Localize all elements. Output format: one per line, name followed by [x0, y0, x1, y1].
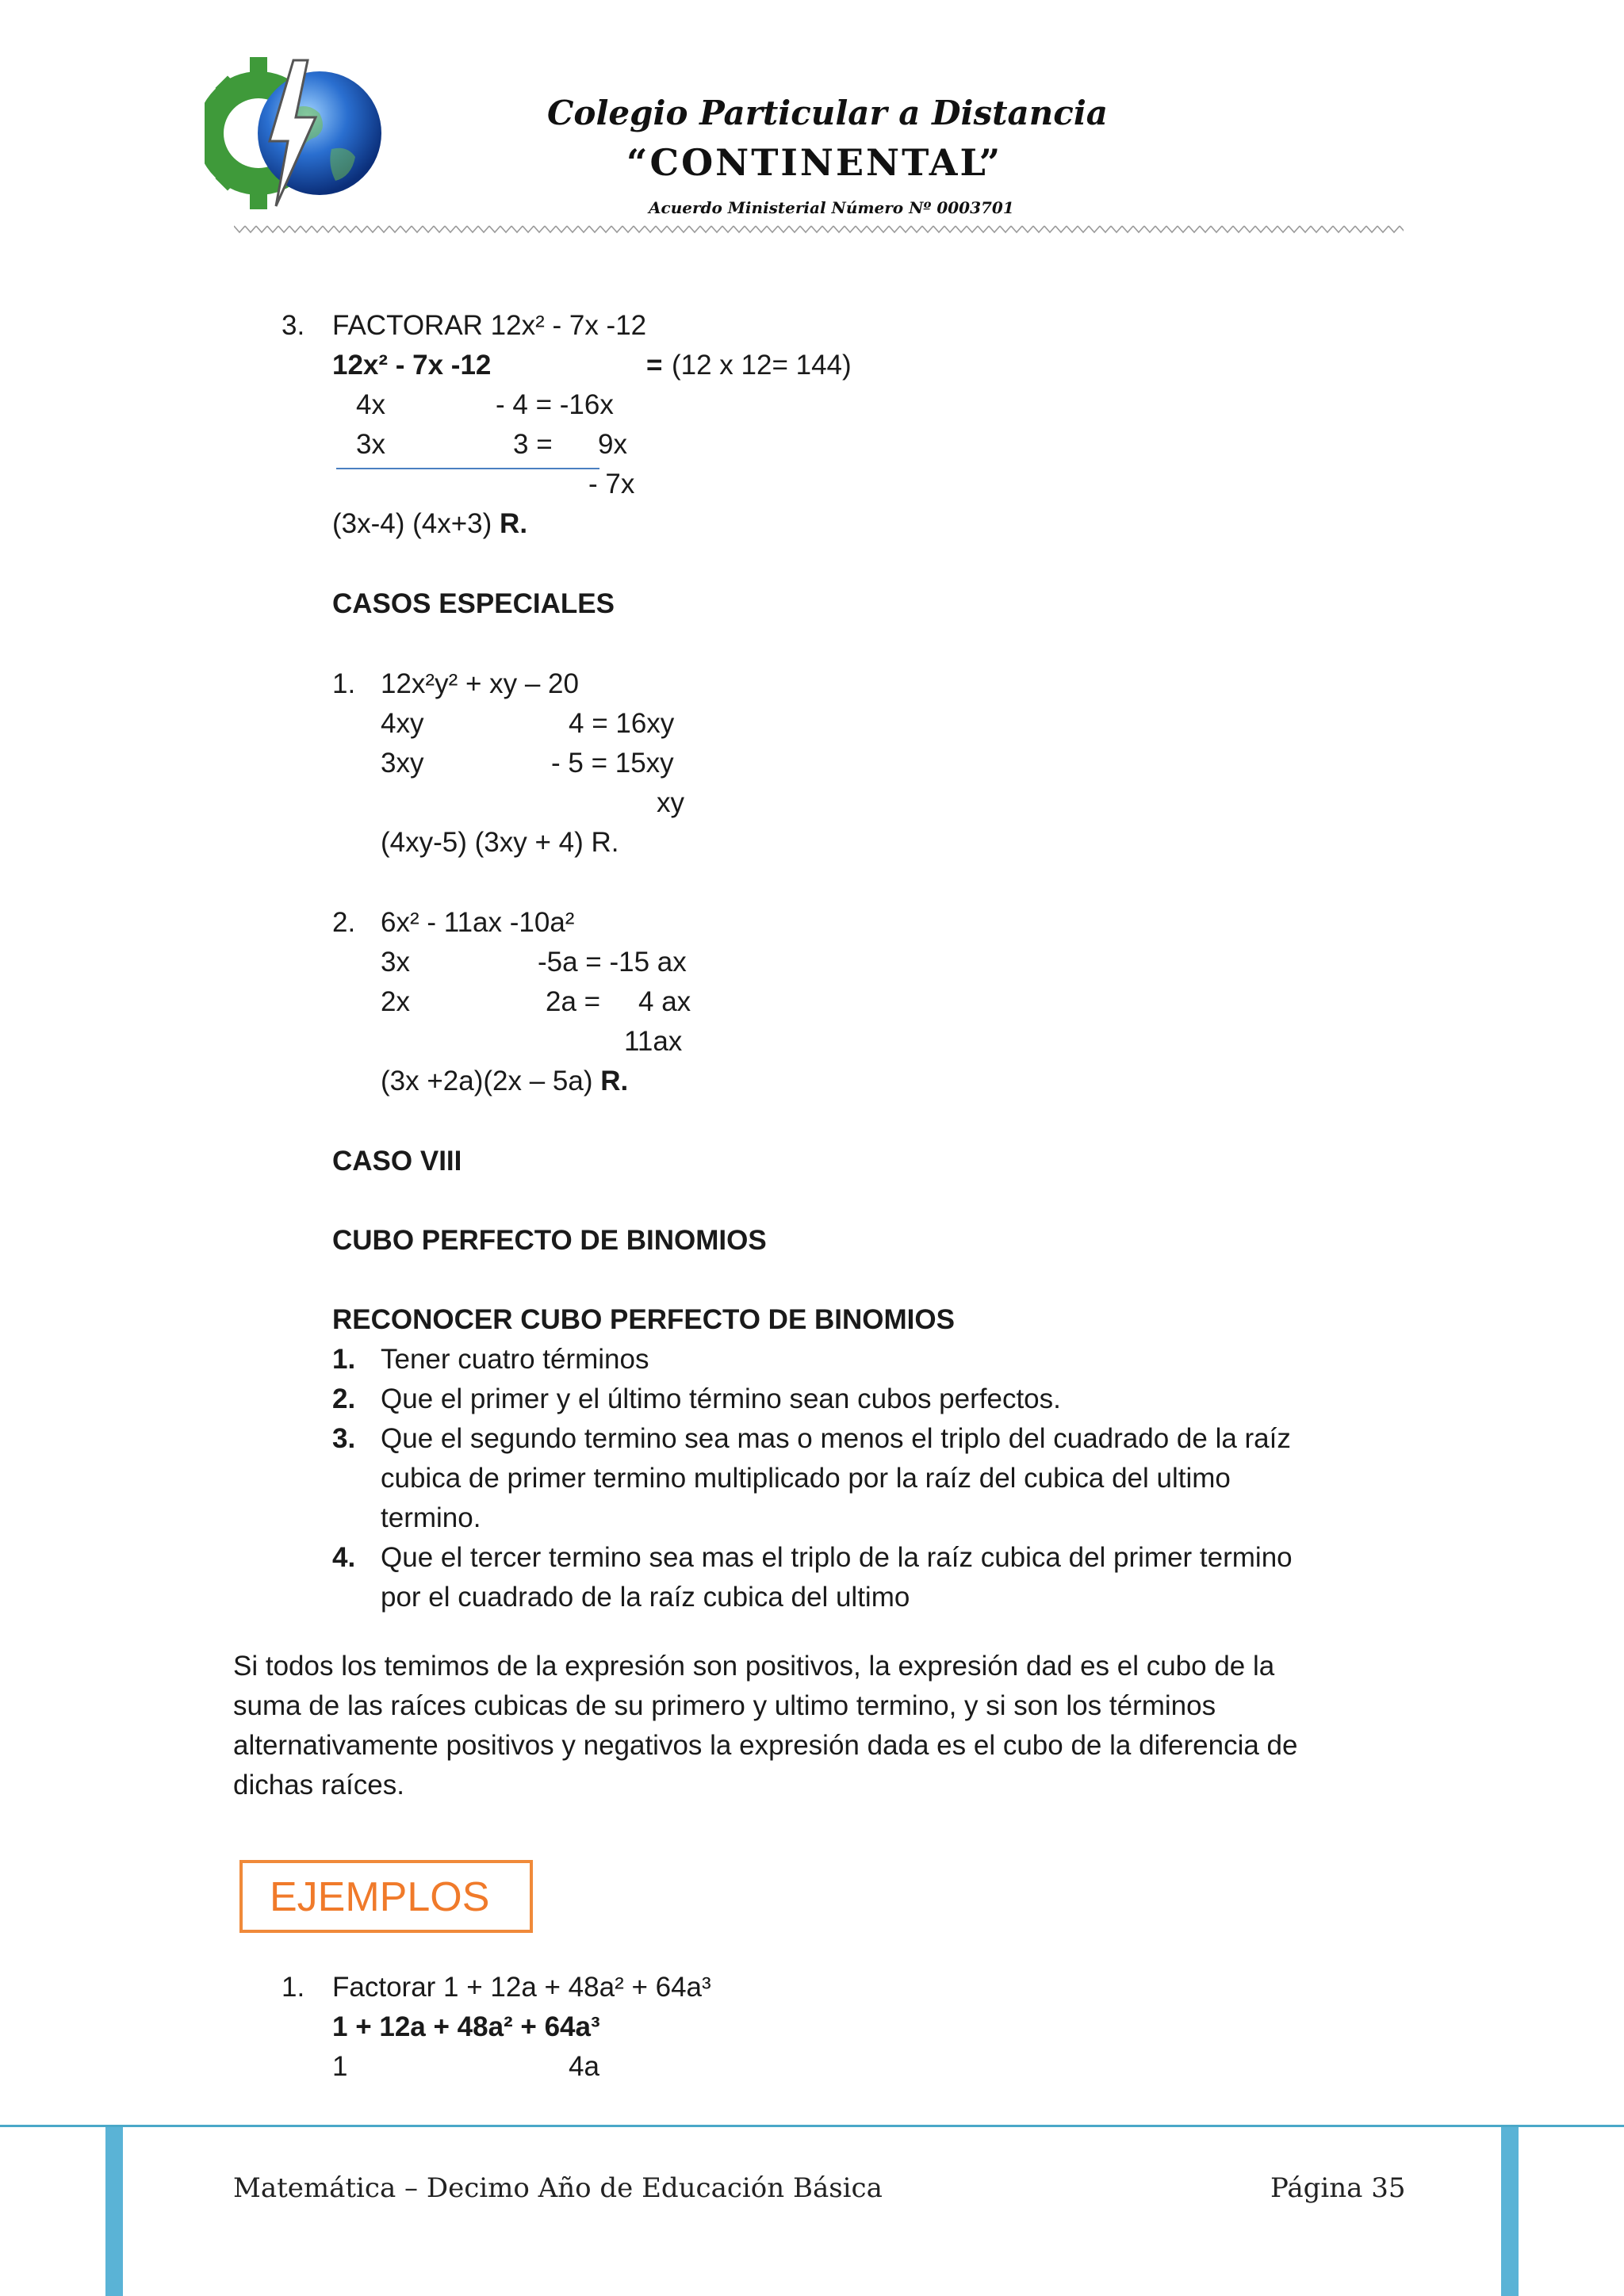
result-mark: R. [600, 1066, 629, 1096]
rule-number: 1. [332, 1344, 356, 1375]
paragraph-line: Si todos los temimos de la expresión son positivos, la expresión dad es el cubo de la [233, 1651, 1275, 1682]
cube-root: 4a [569, 2051, 599, 2082]
example-number: 1. [332, 668, 356, 699]
rule-text: cubica de primer termino multiplicado por la raíz del cubica del ultimo [381, 1463, 1231, 1494]
factored-result: (3x-4) (4x+3) R. [332, 508, 528, 539]
footer-divider [0, 2125, 1624, 2127]
example-expression: 1 + 12a + 48a² + 64a³ [332, 2011, 600, 2042]
school-name: “CONTINENTAL” [626, 141, 1003, 184]
rule-text: termino. [381, 1502, 481, 1533]
paragraph-line: dichas raíces. [233, 1770, 404, 1800]
rule-number: 3. [332, 1423, 356, 1454]
acuerdo-ministerial: Acuerdo Ministerial Número Nº 0003701 [649, 198, 1014, 217]
factor-product: 3 = [513, 429, 553, 460]
example-title: Factorar 1 + 12a + 48a² + 64a³ [332, 1972, 711, 2003]
footer-bar-right [1501, 2127, 1519, 2296]
sum-line [336, 468, 599, 469]
page-number: Página 35 [1270, 2172, 1406, 2204]
header-divider [234, 224, 1404, 235]
rule-number: 4. [332, 1542, 356, 1573]
factor-term: 3xy [381, 748, 424, 779]
equals-sign: = [646, 350, 663, 381]
rule-number: 2. [332, 1383, 356, 1414]
paragraph-line: suma de las raíces cubicas de su primero y ultimo termino, y si son los términos [233, 1690, 1216, 1721]
footer-bar-left [105, 2127, 123, 2296]
middle-term-sum: - 7x [588, 469, 635, 499]
item-number: 3. [282, 310, 305, 341]
factored-result: (3x +2a)(2x – 5a) R. [381, 1066, 629, 1096]
example-expression: 12x²y² + xy – 20 [381, 668, 579, 699]
cube-root: 1 [332, 2051, 348, 2082]
factor-term: 4x [356, 389, 385, 420]
rule-text: Que el tercer termino sea mas el triplo de la raíz cubica del primer termino [381, 1542, 1293, 1573]
factor-product: 4 = 16xy [569, 708, 675, 739]
rule-text: Tener cuatro términos [381, 1344, 649, 1375]
factor-product: 2a = [546, 986, 601, 1017]
case-subheading: CUBO PERFECTO DE BINOMIOS [332, 1225, 767, 1256]
result-mark: R. [500, 508, 528, 539]
examples-label-box: EJEMPLOS [239, 1860, 533, 1933]
factor-product-value: 4 ax [638, 986, 691, 1017]
example-number: 1. [282, 1972, 305, 2003]
factor-term: 2x [381, 986, 410, 1017]
factor-product: - 5 = 15xy [551, 748, 674, 779]
factor-product-value: 9x [598, 429, 627, 460]
product-calc: (12 x 12= 144) [672, 350, 852, 381]
factor-term: 3x [381, 947, 410, 978]
factored-result: (4xy-5) (3xy + 4) R. [381, 827, 619, 858]
factor-product: - 4 = -16x [496, 389, 614, 420]
section-heading: CASOS ESPECIALES [332, 588, 615, 619]
school-logo [205, 54, 395, 212]
example-number: 2. [332, 907, 356, 938]
rule-text: Que el segundo termino sea mas o menos el triplo del cuadrado de la raíz [381, 1423, 1291, 1454]
paragraph-line: alternativamente positivos y negativos la expresión dada es el cubo de la diferencia de [233, 1730, 1298, 1761]
middle-term-sum: 11ax [624, 1026, 683, 1057]
example-expression: 6x² - 11ax -10a² [381, 907, 575, 938]
recognition-heading: RECONOCER CUBO PERFECTO DE BINOMIOS [332, 1304, 955, 1335]
rule-text: por el cuadrado de la raíz cubica del ultimo [381, 1582, 910, 1613]
item-title: FACTORAR 12x² - 7x -12 [332, 310, 647, 341]
footer-subject: Matemática – Decimo Año de Educación Básica [233, 2172, 883, 2204]
rule-text: Que el primer y el último término sean cubos perfectos. [381, 1383, 1061, 1414]
middle-term-sum: xy [657, 787, 684, 818]
factor-term: 3x [356, 429, 385, 460]
factor-product: -5a = -15 ax [538, 947, 687, 978]
school-title: Colegio Particular a Distancia [547, 94, 1109, 132]
factor-expression: 12x² - 7x -12 [332, 350, 492, 381]
case-heading: CASO VIII [332, 1146, 462, 1177]
factor-term: 4xy [381, 708, 424, 739]
